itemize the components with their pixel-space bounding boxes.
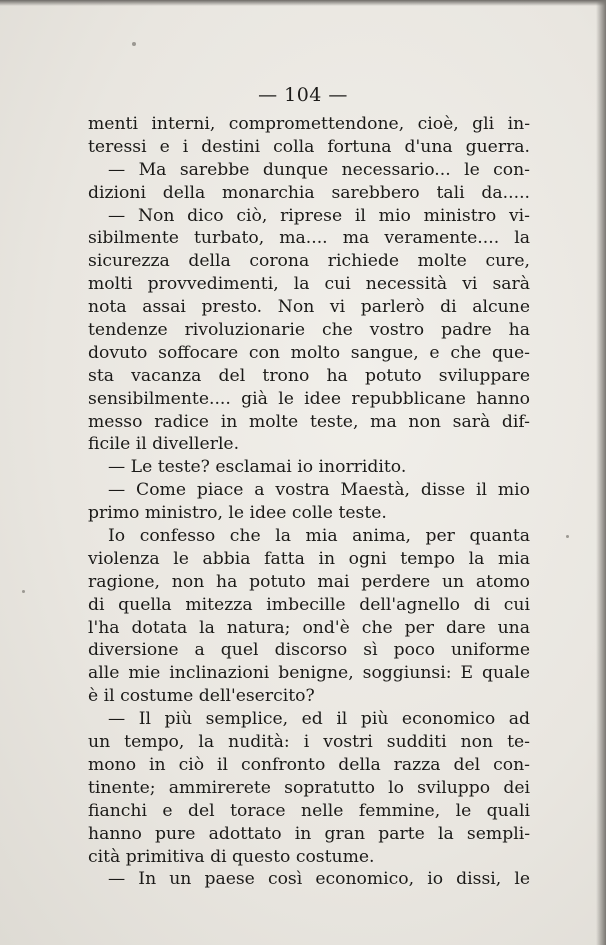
text-line: ficile il divellerle.	[88, 434, 240, 455]
text-line: — Ma sarebbe dunque necessario... le con-	[108, 159, 530, 180]
text-line: dovuto soffocare con molto sangue, e che que-	[88, 342, 530, 363]
text-line: molti provvedimenti, la cui necessità vi sarà	[88, 274, 530, 295]
text-line: mono in ciò il confronto della razza del con-	[88, 754, 530, 775]
text-line: violenza le abbia fatta in ogni tempo la mia	[88, 548, 530, 569]
text-line: un tempo, la nudità: i vostri sudditi non te-	[88, 732, 530, 753]
text-line: primo ministro, le idee colle teste.	[88, 503, 387, 524]
text-line: — Non dico ciò, riprese il mio ministro vi-	[108, 205, 530, 226]
text-line: fianchi e del torace nelle femmine, le quali	[88, 800, 530, 821]
text-line: nota assai presto. Non vi parlerò di alcune	[88, 297, 530, 318]
text-line: cità primitiva di questo costume.	[88, 846, 375, 867]
text-line: diversione a quel discorso sì poco uniforme	[88, 640, 530, 661]
text-line: sibilmente turbato, ma.... ma veramente.... la	[88, 228, 530, 249]
text-line: — In un paese così economico, io dissi, le	[108, 869, 530, 890]
paper-speck	[22, 590, 25, 593]
text-line: di quella mitezza imbecille dell'agnello di cui	[88, 594, 530, 615]
text-line: alle mie inclinazioni benigne, soggiunsi: E quale	[88, 663, 530, 684]
body-text	[88, 113, 530, 891]
text-line: — Le teste? esclamai io inorridito.	[108, 457, 407, 478]
text-line: tendenze rivoluzionarie che vostro padre ha	[88, 320, 530, 341]
text-line: tinente; ammirerete sopratutto lo sviluppo dei	[88, 777, 530, 798]
text-line: è il costume dell'esercito?	[88, 686, 315, 707]
text-line: Io confesso che la mia anima, per quanta	[108, 526, 530, 547]
text-line: sta vacanza del trono ha potuto sviluppare	[88, 365, 530, 386]
text-line: menti interni, compromettendone, cioè, gli in-	[88, 114, 530, 134]
text-line: messo radice in molte teste, ma non sarà dif-	[88, 411, 530, 432]
text-line: hanno pure adottato in gran parte la sempli-	[88, 823, 530, 844]
text-line: ragione, non ha potuto mai perdere un atomo	[88, 571, 530, 592]
text-line: dizioni della monarchia sarebbero tali da.....	[88, 182, 530, 203]
text-line: sicurezza della corona richiede molte cure,	[88, 251, 530, 272]
text-line: — Come piace a vostra Maestà, disse il mio	[108, 480, 530, 501]
paper-speck	[132, 42, 136, 46]
text-line: sensibilmente.... già le idee repubblicane hanno	[88, 388, 530, 409]
text-line: — Il più semplice, ed il più economico ad	[108, 709, 530, 730]
text-line: teressi e i destini colla fortuna d'una guerra.	[88, 136, 530, 157]
text-line: l'ha dotata la natura; ond'è che per dare una	[88, 617, 530, 638]
page-binding-shadow	[596, 0, 606, 945]
paper-speck	[566, 535, 569, 538]
page-top-edge-shadow	[0, 0, 606, 6]
page-number: — 104 —	[258, 84, 348, 106]
